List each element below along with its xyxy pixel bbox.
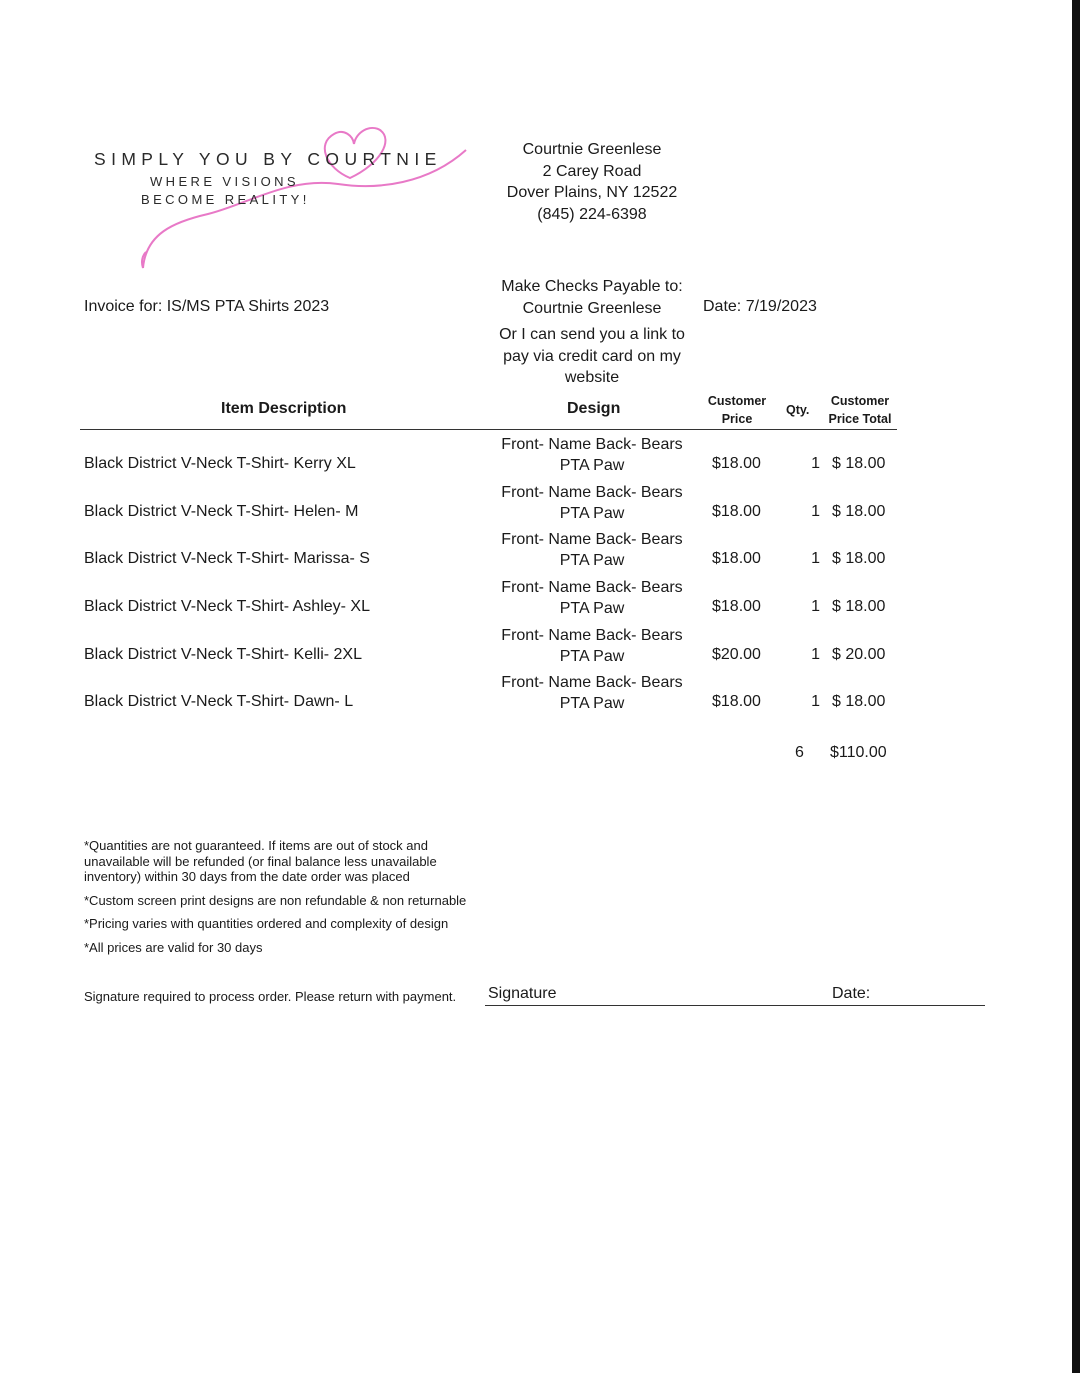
table-row (0, 525, 1000, 573)
payable-label: Make Checks Payable to: (501, 278, 683, 295)
item-design (492, 434, 692, 476)
item-total: $ 18.00 (832, 693, 886, 710)
design-line2: PTA Paw (559, 457, 625, 474)
item-description: Black District V-Neck T-Shirt- Kerry XL (84, 455, 356, 472)
design-line2: PTA Paw (559, 695, 625, 712)
item-qty: 1 (811, 693, 820, 710)
item-qty: 1 (811, 550, 820, 567)
header-price-total (824, 392, 896, 428)
item-design (492, 625, 692, 667)
design-line2: PTA Paw (559, 552, 625, 569)
signature-line[interactable] (485, 1005, 985, 1006)
item-price: $18.00 (712, 550, 761, 567)
invoice-for: Invoice for: IS/MS PTA Shirts 2023 (84, 298, 330, 315)
signature-label: Signature (488, 985, 557, 1002)
table-row (0, 621, 1000, 669)
header-item-description: Item Description (221, 400, 347, 417)
item-qty: 1 (811, 646, 820, 663)
item-price: $18.00 (712, 598, 761, 615)
design-line1: Front- Name Back- Bears (501, 674, 683, 691)
table-row (0, 573, 1000, 621)
item-design (492, 577, 692, 619)
item-design (492, 482, 692, 524)
item-total: $ 18.00 (832, 598, 886, 615)
note-pricing: *Pricing varies with quantities ordered and complexity of design (84, 916, 449, 931)
design-line1: Front- Name Back- Bears (501, 579, 683, 596)
design-line1: Front- Name Back- Bears (501, 531, 683, 548)
item-design (492, 672, 692, 714)
header-price-line1: Customer (707, 394, 767, 408)
item-design (492, 529, 692, 571)
item-total: $ 18.00 (832, 455, 886, 472)
item-total: $ 18.00 (832, 550, 886, 567)
table-row (0, 668, 1000, 716)
brand-name: SIMPLY YOU BY COURTNIE (94, 149, 442, 169)
terms-notes (84, 838, 484, 963)
header-qty: Qty. (786, 403, 810, 417)
item-description: Black District V-Neck T-Shirt- Ashley- XL (84, 598, 370, 615)
payable-to (492, 276, 692, 319)
header-total-line1: Customer (830, 394, 890, 408)
alt-payment-note: Or I can send you a link to pay via credit card on my website (499, 326, 685, 386)
item-qty: 1 (811, 455, 820, 472)
design-line1: Front- Name Back- Bears (501, 484, 683, 501)
note-non-refundable: *Custom screen print designs are non refundable & non returnable (84, 892, 467, 908)
header-total-line2: Price Total (828, 412, 892, 426)
item-price: $18.00 (712, 455, 761, 472)
brand-tagline-1: WHERE VISIONS (150, 174, 299, 189)
item-total: $ 20.00 (832, 646, 886, 663)
note-validity: *All prices are valid for 30 days (84, 939, 263, 955)
total-amount: $110.00 (830, 744, 887, 761)
seller-street: 2 Carey Road (542, 162, 642, 180)
page-edge (1072, 0, 1080, 1373)
seller-address (492, 139, 692, 225)
item-description: Black District V-Neck T-Shirt- Marissa- S (84, 550, 370, 567)
signature-required-note: Signature required to process order. Please return with payment. (84, 989, 457, 1004)
design-line2: PTA Paw (559, 505, 625, 522)
item-qty: 1 (811, 503, 820, 520)
total-qty: 6 (795, 744, 804, 761)
item-description: Black District V-Neck T-Shirt- Helen- M (84, 503, 359, 520)
item-description: Black District V-Neck T-Shirt- Kelli- 2XL (84, 646, 362, 663)
seller-name: Courtnie Greenlese (522, 141, 662, 158)
design-line2: PTA Paw (559, 648, 625, 665)
note-quantities: *Quantities are not guaranteed. If items are out of stock and unavailable will be refunded (or final balance less unavailable inventory) within 30 days from the date order was placed (84, 838, 437, 884)
signature-date-label: Date: (832, 985, 871, 1002)
header-design: Design (567, 400, 621, 417)
header-price-line2: Price (721, 412, 753, 426)
invoice-date: Date: 7/19/2023 (703, 298, 817, 315)
seller-city: Dover Plains, NY 12522 (506, 184, 678, 201)
table-row (0, 430, 1000, 478)
item-price: $20.00 (712, 646, 761, 663)
item-description: Black District V-Neck T-Shirt- Dawn- L (84, 693, 354, 710)
item-total: $ 18.00 (832, 503, 886, 520)
item-price: $18.00 (712, 693, 761, 710)
design-line1: Front- Name Back- Bears (501, 627, 683, 644)
brand-tagline-2: BECOME REALITY! (141, 192, 310, 207)
seller-phone: (845) 224-6398 (537, 205, 647, 223)
item-qty: 1 (811, 598, 820, 615)
design-line1: Front- Name Back- Bears (501, 436, 683, 453)
design-line2: PTA Paw (559, 600, 625, 617)
item-price: $18.00 (712, 503, 761, 520)
payable-name: Courtnie Greenlese (522, 299, 662, 317)
header-customer-price (703, 392, 771, 428)
brand-logo (88, 122, 478, 282)
table-row (0, 478, 1000, 526)
